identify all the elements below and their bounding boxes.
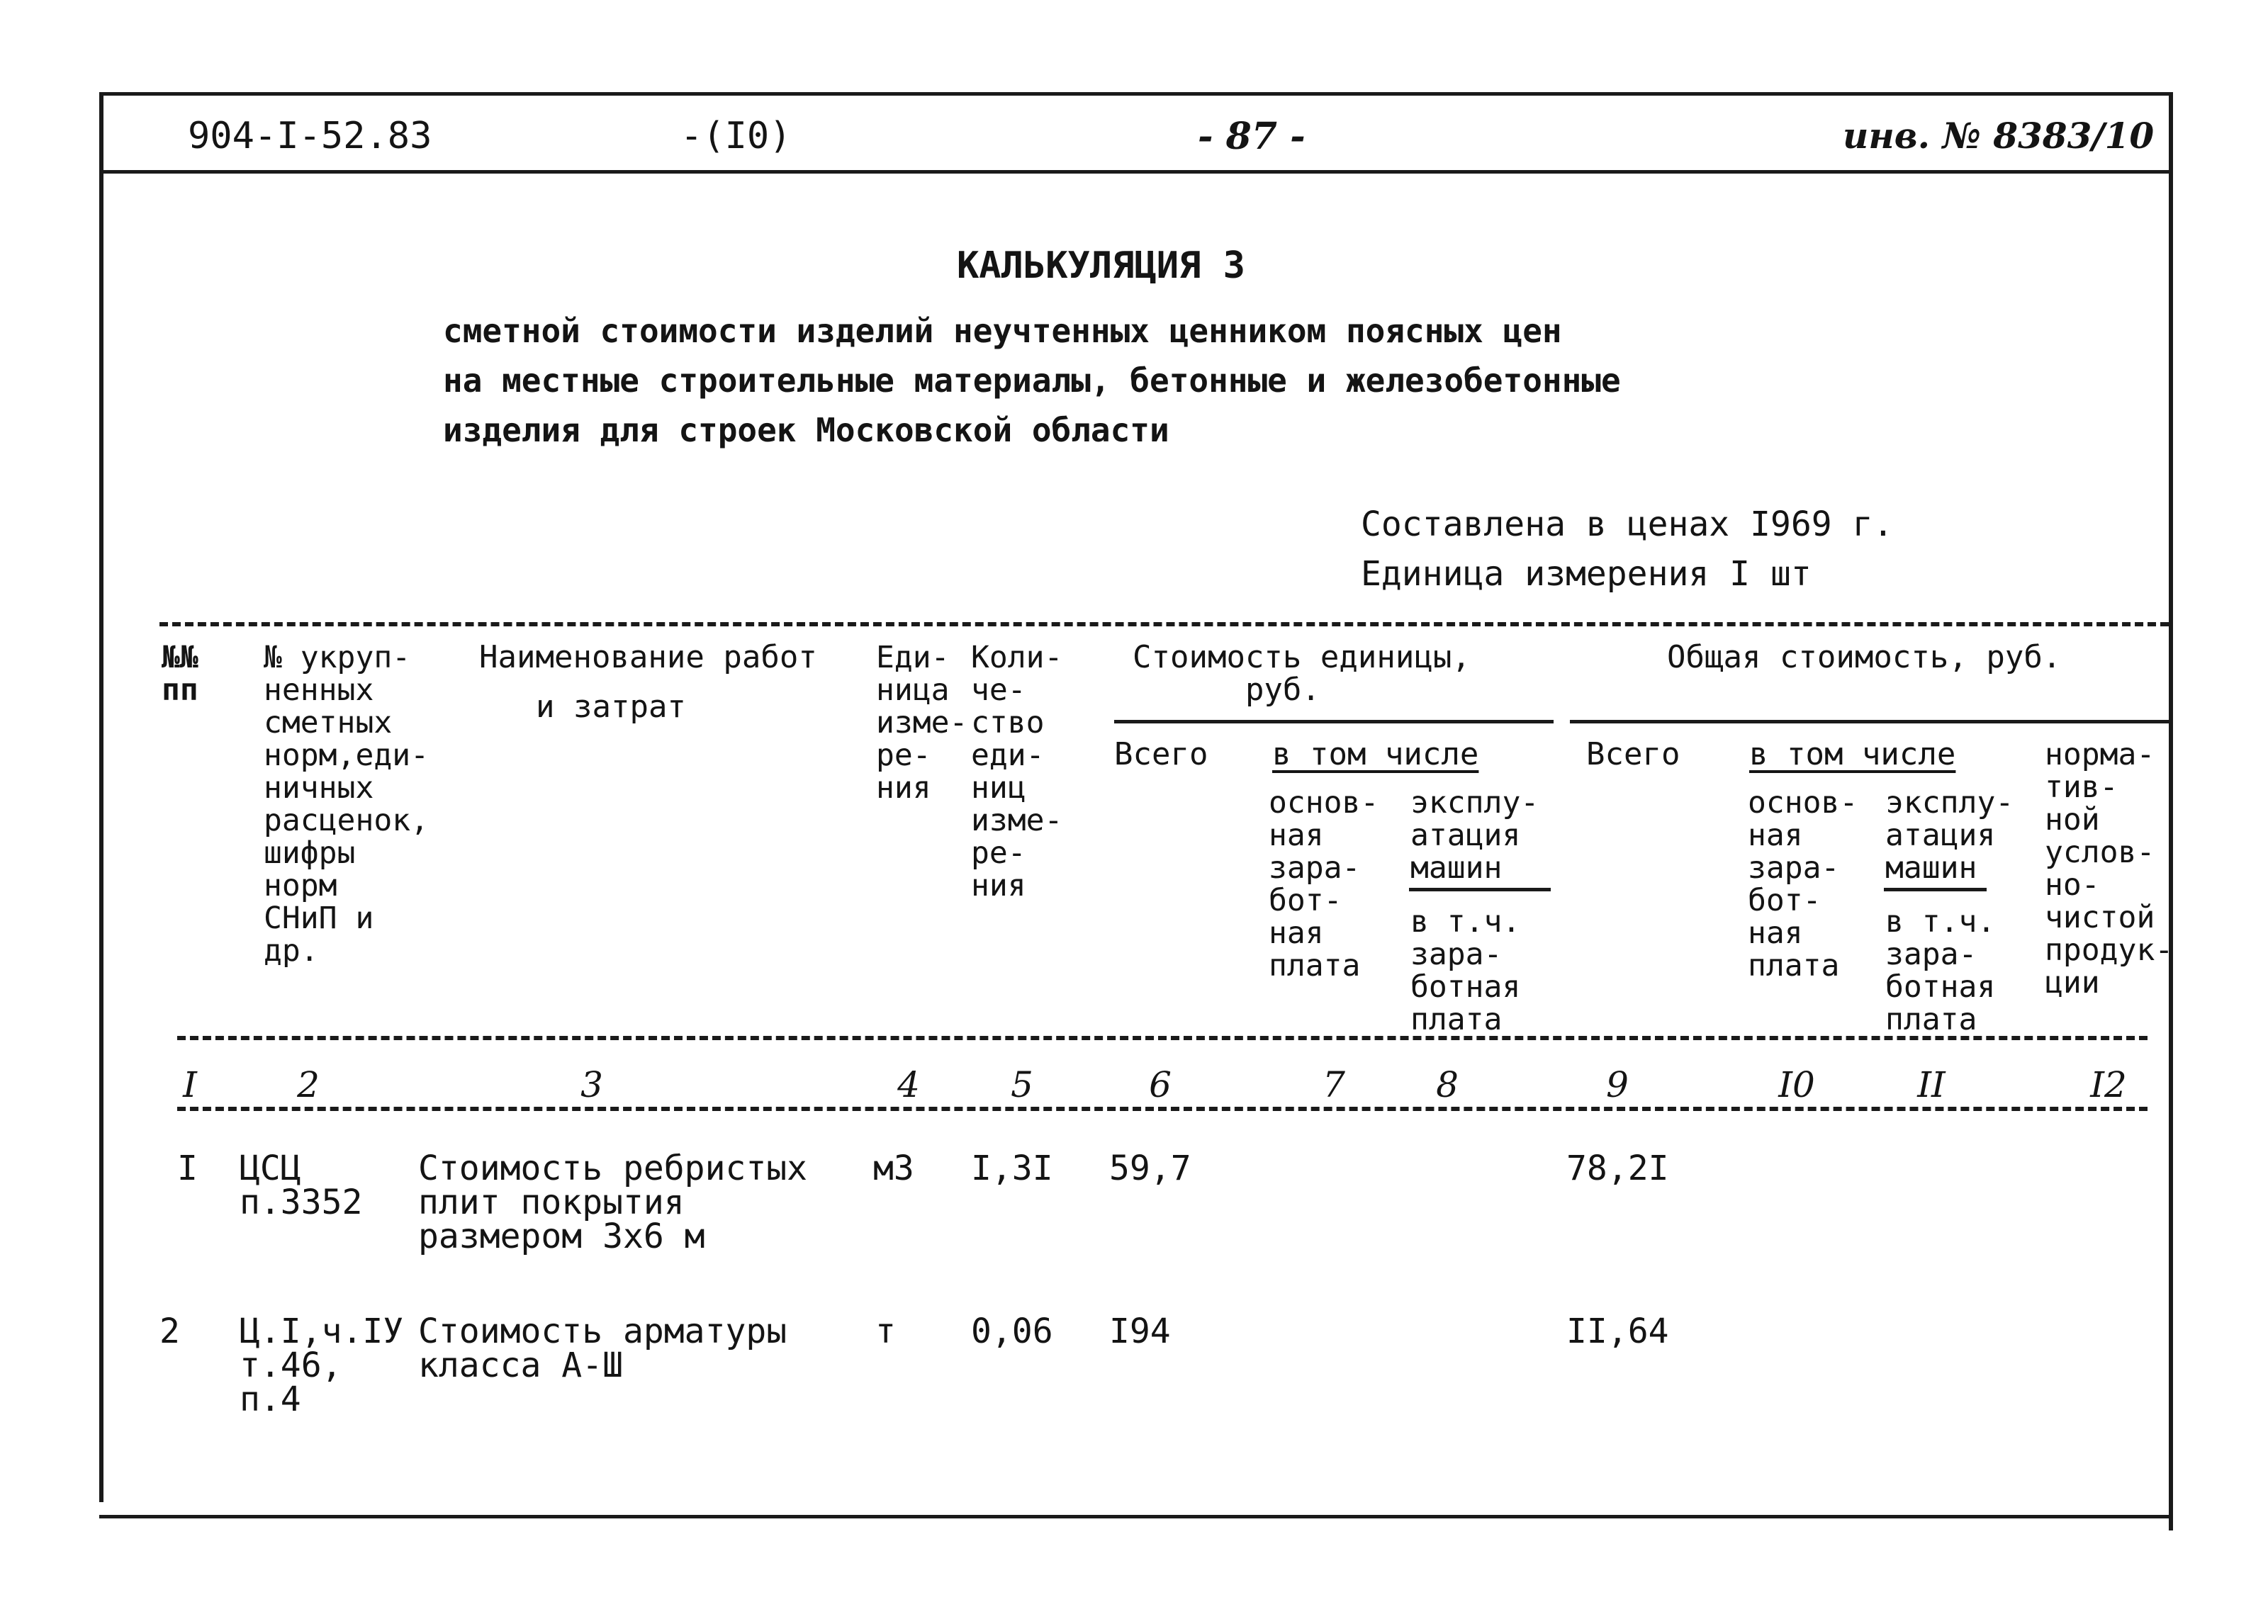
row2-number: 2 <box>159 1312 180 1351</box>
part-number: -(I0) <box>680 115 792 157</box>
col-number-7: 7 <box>1323 1064 1345 1105</box>
subtitle-line-1: сметной стоимости изделий неучтенных ценником поясных цен <box>443 312 1562 350</box>
col-number-3: 3 <box>580 1064 603 1105</box>
col-number-9: 9 <box>1606 1064 1629 1105</box>
frame-top-border <box>99 92 2173 96</box>
row1-unit-total: 59,7 <box>1109 1149 1191 1188</box>
subtitle-line-2: на местные строительные материалы, бетонные и железобетонные <box>443 361 1621 400</box>
col-header-unit-incl: в том числе <box>1272 736 1479 772</box>
col-number-4: 4 <box>897 1064 920 1105</box>
subtitle-line-3: изделия для строек Московской области <box>443 411 1169 449</box>
col-header-total-cost: Общая стоимость, руб. <box>1667 639 2062 675</box>
col-number-2: 2 <box>297 1064 320 1105</box>
col-header-unit: Еди- ница изме- ре- ния <box>876 640 968 806</box>
col-header-total-machines: эксплу- атация машин <box>1885 785 2014 886</box>
col-number-6: 6 <box>1149 1064 1172 1105</box>
row1-name: Стоимость ребристых плит покрытия размером 3х6 м <box>418 1149 808 1256</box>
row1-grand-total: 78,2I <box>1566 1149 1669 1188</box>
inventory-number: инв. № 8383/10 <box>1843 115 2155 157</box>
col-number-8: 8 <box>1436 1064 1459 1105</box>
measurement-unit: Единица измерения I шт <box>1361 554 1812 594</box>
col-header-total-incl-wage: в т.ч. зара- ботная плата <box>1885 904 1996 1037</box>
total-machines-rule <box>1884 888 1987 891</box>
row2-unit: т <box>875 1312 896 1351</box>
col-header-quantity: Коли- че- ство еди- ниц изме- ре- ния <box>971 640 1063 903</box>
row2-name: Стоимость арматуры класса А-Ш <box>418 1312 787 1385</box>
col-header-work-name: Наименование работ <box>479 639 817 675</box>
header-bottom-dashed-line <box>177 1036 2148 1040</box>
doc-code: 904-I-52.83 <box>188 115 432 157</box>
unit-machines-rule <box>1409 888 1551 891</box>
frame-bottom-border <box>99 1515 2173 1518</box>
header-top-dashed-line <box>159 622 2169 626</box>
col-header-norm-code: № укруп- ненных сметных норм,еди- ничных расценок, шифры норм СНиП и др. <box>264 640 429 969</box>
col-header-unit-incl-wage: в т.ч. зара- ботная плата <box>1410 904 1521 1037</box>
col-header-unit-cost: Стоимость единицы, руб. <box>1133 639 1471 708</box>
col-number-10: I0 <box>1778 1064 1815 1105</box>
col-number-1: I <box>183 1064 197 1105</box>
row2-grand-total: II,64 <box>1566 1312 1669 1351</box>
col-number-12: I2 <box>2090 1064 2127 1105</box>
number-row-dashed-line <box>177 1107 2148 1111</box>
unit-cost-rule <box>1114 720 1554 723</box>
frame-left-border <box>99 92 103 1502</box>
col-number-11: II <box>1917 1064 1946 1105</box>
page-number: - 87 - <box>1198 115 1306 158</box>
prices-basis: Составлена в ценах I969 г. <box>1361 504 1894 544</box>
total-cost-rule <box>1570 720 2169 723</box>
row1-quantity: I,3I <box>971 1149 1053 1188</box>
col-header-work-name-2: и затрат <box>536 689 686 725</box>
frame-header-border <box>99 170 2173 174</box>
row2-code: Ц.I,ч.IУ т.46, п.4 <box>240 1312 404 1419</box>
col-header-unit-base-wage: основ- ная зара- бот- ная плата <box>1269 785 1379 983</box>
row2-unit-total: I94 <box>1109 1312 1171 1351</box>
row1-code: ЦСЦ п.3352 <box>240 1149 363 1222</box>
col-header-unit-total: Всего <box>1114 736 1208 772</box>
col-header-grand-total: Всего <box>1586 736 1680 772</box>
col-header-total-incl: в том числе <box>1749 736 1956 772</box>
row2-quantity: 0,06 <box>971 1312 1053 1351</box>
col-header-row-number: №№ пп <box>162 640 198 708</box>
col-number-5: 5 <box>1011 1064 1033 1105</box>
row1-number: I <box>177 1149 198 1188</box>
col-header-normative-production: норма- тив- ной услов- но- чистой продук- ции <box>2045 737 2174 1000</box>
document-title: КАЛЬКУЛЯЦИЯ 3 <box>957 244 1245 287</box>
col-header-unit-machines: эксплу- атация машин <box>1410 785 1539 886</box>
col-header-total-base-wage: основ- ная зара- бот- ная плата <box>1748 785 1858 983</box>
row1-unit: м3 <box>873 1149 914 1188</box>
